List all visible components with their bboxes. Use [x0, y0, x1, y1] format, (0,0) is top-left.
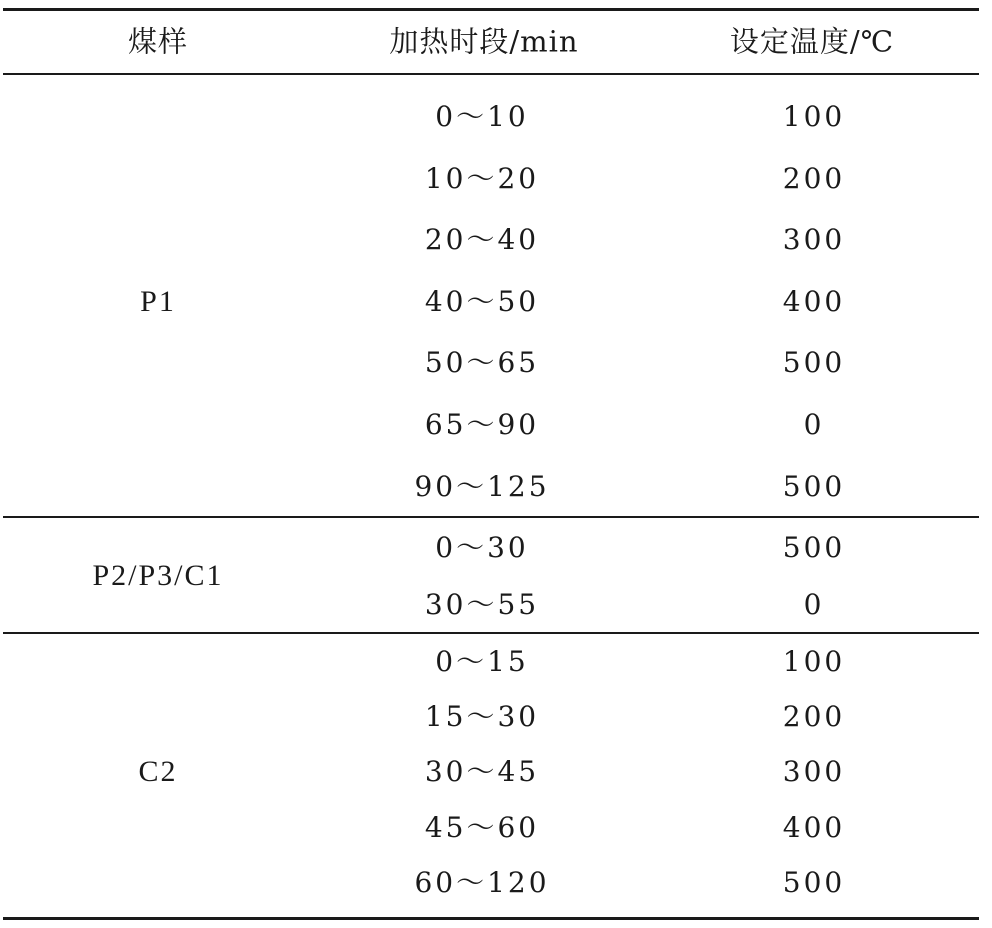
table-cell-temperature: 400 — [782, 811, 846, 844]
table-cell-period: 10～20 — [424, 162, 540, 195]
column-header-sample: 煤样 — [127, 24, 189, 59]
table-cell-temperature: 300 — [782, 755, 846, 788]
column-header-heating-period: 加热时段/min — [389, 24, 579, 59]
table-cell-temperature: 100 — [782, 645, 846, 678]
table-cell-temperature: 0 — [803, 588, 825, 621]
table-cell-temperature: 500 — [782, 346, 846, 379]
table-cell-period: 65～90 — [424, 408, 540, 441]
table-cell-period: 90～125 — [414, 470, 550, 503]
table-cell-temperature: 200 — [782, 700, 846, 733]
table-cell-temperature: 500 — [782, 531, 846, 564]
table-cell-temperature: 500 — [782, 470, 846, 503]
table-cell-period: 0～30 — [435, 531, 529, 564]
table-cell-temperature: 100 — [782, 100, 846, 133]
table-cell-period: 30～45 — [424, 755, 540, 788]
table-cell-period: 15～30 — [424, 700, 540, 733]
table-cell-temperature: 300 — [782, 223, 846, 256]
table-bottom-rule — [3, 917, 979, 920]
header-bottom-rule — [3, 73, 979, 75]
column-header-set-temperature: 设定温度/℃ — [729, 24, 895, 59]
table-cell-period: 0～15 — [435, 645, 529, 678]
table-cell-period: 0～10 — [435, 100, 529, 133]
table-cell-temperature: 200 — [782, 162, 846, 195]
table-cell-temperature: 500 — [782, 866, 846, 899]
group-divider-rule — [3, 516, 979, 518]
table-cell-period: 20～40 — [424, 223, 540, 256]
sample-label: C2 — [138, 755, 178, 788]
table-cell-period: 30～55 — [424, 588, 540, 621]
table-top-rule — [3, 8, 979, 11]
group-divider-rule — [3, 632, 979, 634]
table-cell-period: 50～65 — [424, 346, 540, 379]
sample-label: P2/P3/C1 — [92, 559, 224, 592]
sample-label: P1 — [140, 285, 176, 318]
table-cell-period: 40～50 — [424, 285, 540, 318]
table-cell-period: 60～120 — [414, 866, 550, 899]
table-cell-temperature: 0 — [803, 408, 825, 441]
table-cell-temperature: 400 — [782, 285, 846, 318]
table-cell-period: 45～60 — [424, 811, 540, 844]
